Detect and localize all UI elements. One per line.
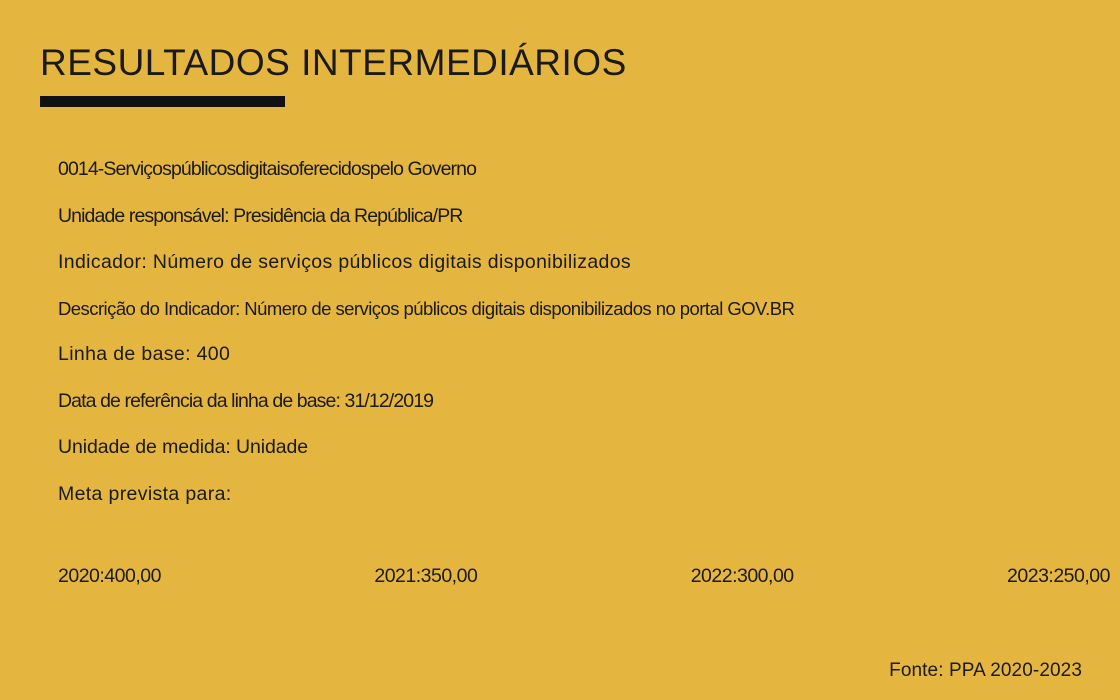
meta-2021: 2021:350,00 [374, 565, 478, 587]
line-objetivo: 0014-Serviçospúblicosdigitaisoferecidospelo Governo [58, 158, 477, 180]
line-unidade-responsavel: Unidade responsável: Presidência da República/PR [58, 204, 463, 227]
line-linha-de-base: Linha de base: 400 [58, 343, 231, 365]
source-note: Fonte: PPA 2020-2023 [889, 660, 1082, 681]
content-list [58, 160, 1088, 531]
meta-2020: 2020:400,00 [58, 565, 161, 587]
line-descricao-indicador: Descrição do Indicador: Número de serviços públicos digitais disponibilizados no portal GOV.BR [58, 297, 795, 319]
meta-values-row [58, 565, 1110, 588]
title-underline-rule [40, 96, 285, 107]
line-meta-prevista: Meta prevista para: [58, 482, 232, 505]
page-title: RESULTADOS INTERMEDIÁRIOS [40, 42, 627, 83]
meta-2023: 2023:250,00 [1007, 565, 1110, 587]
meta-2022: 2022:300,00 [690, 565, 794, 587]
line-unidade-de-medida: Unidade de medida: Unidade [58, 436, 308, 458]
title-block [40, 44, 627, 107]
line-data-referencia: Data de referência da linha de base: 31/12/2019 [58, 389, 434, 412]
line-indicador: Indicador: Número de serviços públicos digitais disponibilizados [58, 251, 632, 273]
